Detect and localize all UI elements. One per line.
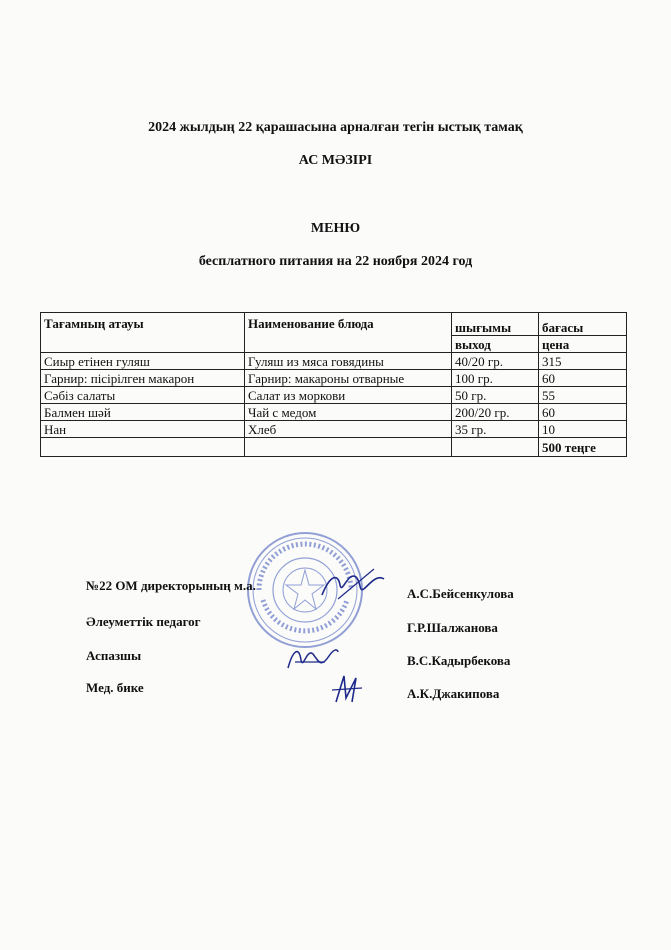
title-ru: бесплатного питания на 22 ноября 2024 год — [198, 254, 473, 269]
header-price-kz: бағасы — [539, 313, 627, 336]
signer-role-social-pedagogue: Әлеуметтік педагог — [86, 614, 201, 629]
dish-price: 315 — [539, 353, 627, 370]
signature-nurse-icon — [330, 672, 365, 707]
dish-output: 40/20 гр. — [452, 353, 539, 370]
signer-name-director: А.С.Бейсенкулова — [407, 586, 514, 601]
dish-name-kz: Сәбіз салаты — [41, 387, 245, 404]
empty-cell — [41, 438, 245, 457]
dish-price: 55 — [539, 387, 627, 404]
dish-price: 60 — [539, 404, 627, 421]
dish-name-ru: Чай с медом — [245, 404, 452, 421]
dish-name-ru: Салат из моркови — [245, 387, 452, 404]
dish-name-kz: Балмен шәй — [41, 404, 245, 421]
signature-director-icon — [318, 565, 388, 605]
dish-output: 50 гр. — [452, 387, 539, 404]
signer-name-social-pedagogue: Г.Р.Шалжанова — [407, 620, 498, 635]
dish-name-kz: Сиыр етінен гуляш — [41, 353, 245, 370]
signer-name-cook: В.С.Кадырбекова — [407, 653, 511, 668]
dish-price: 10 — [539, 421, 627, 438]
table-header-row — [41, 313, 627, 336]
dish-name-ru: Гуляш из мяса говядины — [245, 353, 452, 370]
menu-table — [40, 312, 627, 457]
signature-cook-icon — [285, 640, 340, 675]
dish-output: 200/20 гр. — [452, 404, 539, 421]
header-output-ru: выход — [452, 336, 539, 353]
title-kz: 2024 жылдың 22 қарашасына арналған тегін ыстық тамақ — [148, 120, 523, 135]
table-total-row — [41, 438, 627, 457]
signer-role-cook: Аспазшы — [86, 648, 142, 663]
table-row — [41, 370, 627, 387]
dish-output: 100 гр. — [452, 370, 539, 387]
table-row — [41, 404, 627, 421]
table-row — [41, 421, 627, 438]
dish-name-kz: Гарнир: пісірілген макарон — [41, 370, 245, 387]
title-kz-menu: АС МӘЗІРІ — [298, 153, 373, 168]
dish-price: 60 — [539, 370, 627, 387]
empty-cell — [245, 438, 452, 457]
title-ru-menu: МЕНЮ — [310, 221, 361, 236]
signer-role-director: №22 ОМ директорының м.а. — [86, 578, 256, 593]
dish-name-ru: Гарнир: макароны отварные — [245, 370, 452, 387]
dish-name-kz: Нан — [41, 421, 245, 438]
header-output-kz: шығымы — [452, 313, 539, 336]
table-row — [41, 387, 627, 404]
empty-cell — [452, 438, 539, 457]
signer-name-nurse: А.К.Джакипова — [407, 686, 500, 701]
signer-role-nurse: Мед. бике — [86, 680, 144, 695]
dish-output: 35 гр. — [452, 421, 539, 438]
header-dish-kz: Тағамның атауы — [41, 313, 245, 353]
header-dish-ru: Наименование блюда — [245, 313, 452, 353]
total-price: 500 теңге — [539, 438, 627, 457]
table-row — [41, 353, 627, 370]
header-price-ru: цена — [539, 336, 627, 353]
dish-name-ru: Хлеб — [245, 421, 452, 438]
